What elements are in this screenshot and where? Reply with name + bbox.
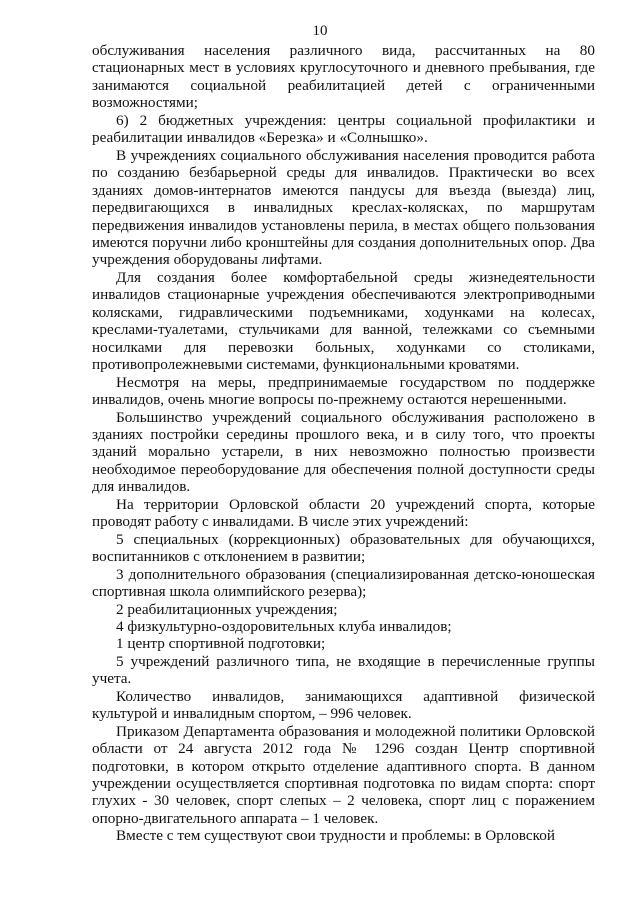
list-item: 3 дополнительного образования (специализированная детско-юношеская спортивная школа олимпийского резерва); bbox=[92, 565, 595, 601]
list-item: 2 реабилитационных учреждения; bbox=[116, 600, 338, 618]
page-number: 10 bbox=[312, 23, 328, 39]
paragraph: Количество инвалидов, занимающихся адаптивной физической культурой и инвалидным спортом, – 996 человек. bbox=[92, 687, 595, 723]
paragraph: 6) 2 бюджетных учреждения: центры социальной профилактики и реабилитации инвалидов «Березка» и «Солнышко». bbox=[92, 111, 595, 147]
paragraph: обслуживания населения различного вида, рассчитанных на 80 стационарных мест в условиях круглосуточного и дневного пребывания, где занимаются социальной реабилитацией детей с ограниченными возможностями; bbox=[92, 42, 595, 112]
paragraph: Несмотря на меры, предпринимаемые государством по поддержке инвалидов, очень многие вопросы по-прежнему остаются нерешенными. bbox=[92, 373, 595, 409]
list-item: 5 специальных (коррекционных) образовательных для обучающихся, воспитанников с отклонением в развитии; bbox=[92, 530, 595, 566]
paragraph: Приказом Департамента образования и молодежной политики Орловской области от 24 августа 2012 года № 1296 создан Центр спортивной подготовки, в котором открыто отделение адаптивного спорта. В данном учреждении осуществляется спортивная подготовка по видам спорта: спорт глухих - 30 человек, спорт слепых – 2 человека, спорт лиц с поражением опорно-двигательного аппарата – 1 человек. bbox=[92, 722, 595, 827]
list-item: 5 учреждений различного типа, не входящие в перечисленные группы учета. bbox=[92, 652, 595, 688]
paragraph: Для создания более комфортабельной среды жизнедеятельности инвалидов стационарные учреждения обеспечиваются электроприводными колясками, гидравлическими подъемниками, ходунками на колесах, креслами-туалетами, стульчиками для ванной, тележками со съемными носилками для перевозки больных, ходунками со столиками, противопролежневыми системами, функциональными кроватями. bbox=[92, 268, 595, 374]
list-item: 1 центр спортивной подготовки; bbox=[116, 635, 326, 653]
paragraph: Большинство учреждений социального обслуживания расположено в зданиях постройки середины прошлого века, и в силу того, что проекты зданий морально устарели, в них невозможно полностью произвести необходимое переоборудование для обеспечения полной доступности среды для инвалидов. bbox=[92, 408, 595, 496]
paragraph: В учреждениях социального обслуживания населения проводится работа по созданию безбарьерной среды для инвалидов. Практически во всех зданиях домов-интернатов имеются пандусы для въезда (выезда) лиц, передвигающихся в инвалидных креслах-колясках, по маршрутам передвижения инвалидов установлены перила, в местах общего пользования имеются поручни либо кронштейны для создания дополнительных опор. Два учреждения оборудованы лифтами. bbox=[92, 146, 595, 269]
paragraph: Вместе с тем существуют свои трудности и проблемы: в Орловской bbox=[116, 827, 555, 845]
paragraph: На территории Орловской области 20 учреждений спорта, которые проводят работу с инвалидами. В числе этих учреждений: bbox=[92, 495, 595, 531]
document-body bbox=[92, 42, 595, 845]
list-item: 4 физкультурно-оздоровительных клуба инвалидов; bbox=[116, 617, 452, 635]
